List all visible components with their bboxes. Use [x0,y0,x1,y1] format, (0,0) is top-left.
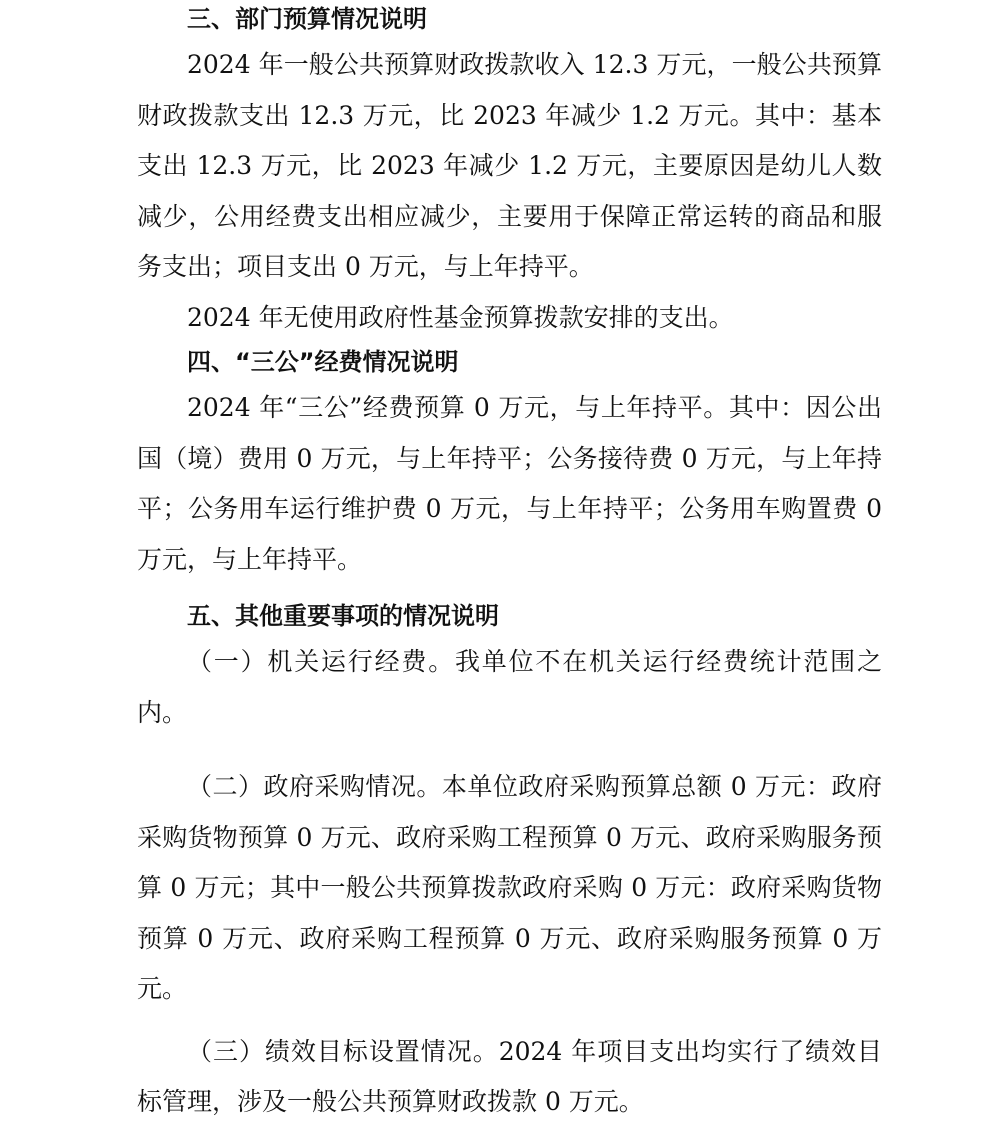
document-body [137,0,882,1128]
spacer [137,585,882,597]
section3-paragraph-1: 2024 年一般公共预算财政拨款收入 12.3 万元，一般公共预算财政拨款支出 12.3 万元，比 2023 年减少 1.2 万元。其中：基本支出 12.3 万元，比 2023 年减少 1.2 万元，主要原因是幼儿人数减少，公用经费支出相应减少，主要用于保障正常运转的商品和服务支出；项目支出 0 万元，与上年持平。 [137,50,882,281]
section4-heading: 四、“三公”经费情况说明 [187,348,459,376]
section5-item-1: （一）机关运行经费。我单位不在机关运行经费统计范围之内。 [137,647,882,727]
section5-item-3: （三）绩效目标设置情况。2024 年项目支出均实行了绩效目标管理，涉及一般公共预算财政拨款 0 万元。 [137,1036,882,1116]
section4-paragraph-1: 2024 年“三公”经费预算 0 万元，与上年持平。其中：因公出国（境）费用 0 万元，与上年持平；公务接待费 0 万元，与上年持平；公务用车运行维护费 0 万元，与上年持平；公务用车购置费 0 万元，与上年持平。 [137,393,882,574]
spacer [137,738,882,762]
spacer [137,1015,882,1027]
section5-item-2: （二）政府采购情况。本单位政府采购预算总额 0 万元：政府采购货物预算 0 万元、政府采购工程预算 0 万元、政府采购服务预算 0 万元；其中一般公共预算拨款政府采购 0 万元：政府采购货物预算 0 万元、政府采购工程预算 0 万元、政府采购服务预算 0 万元。 [137,772,882,1003]
section3-paragraph-2: 2024 年无使用政府性基金预算拨款安排的支出。 [187,302,734,332]
section3-heading: 三、部门预算情况说明 [187,5,427,33]
section5-heading: 五、其他重要事项的情况说明 [187,602,499,630]
